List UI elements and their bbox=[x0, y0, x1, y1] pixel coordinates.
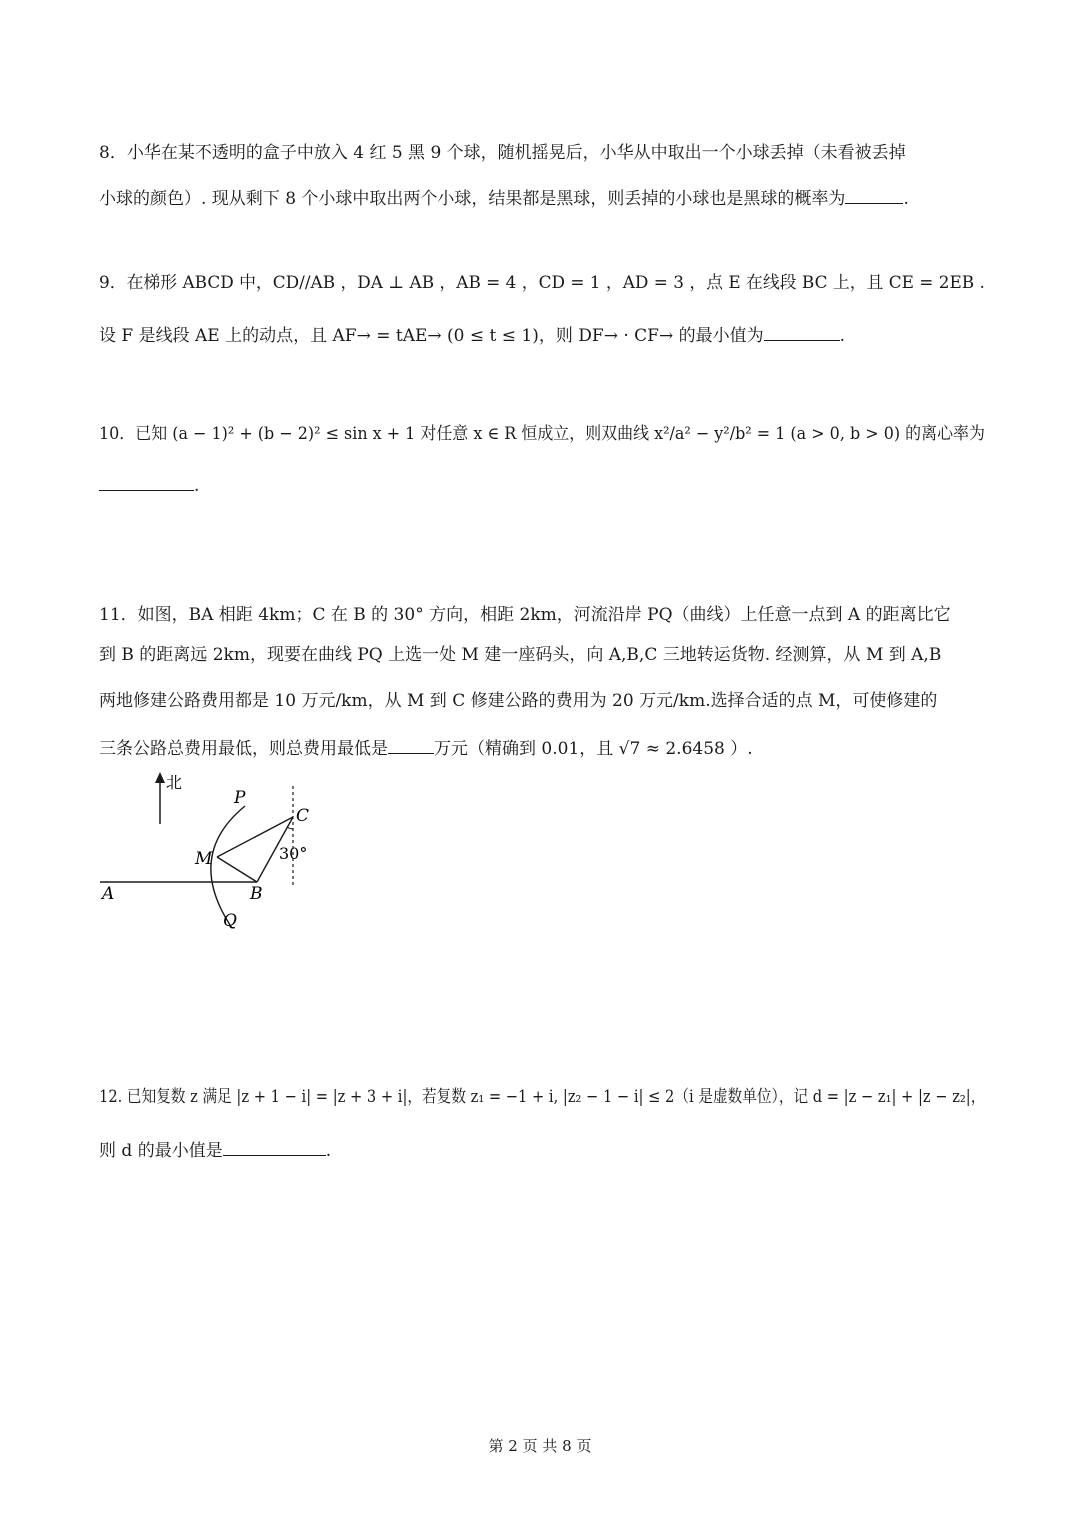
q11-line-4 bbox=[99, 735, 753, 761]
segment-mb bbox=[217, 857, 257, 882]
q12-line-2 bbox=[99, 1137, 331, 1163]
label-c: C bbox=[296, 806, 310, 826]
q8-line-2 bbox=[99, 185, 909, 211]
q11-diagram bbox=[92, 768, 332, 938]
angle-arc bbox=[287, 827, 293, 829]
q10-line-2 bbox=[99, 472, 199, 498]
label-angle: 30° bbox=[279, 844, 308, 863]
q8-end: . bbox=[903, 189, 909, 209]
q12-text: 则 d 的最小值是 bbox=[99, 1141, 223, 1161]
answer-blank-q8 bbox=[845, 185, 903, 204]
label-q: Q bbox=[223, 911, 237, 931]
q9-text: 设 F 是线段 AE 上的动点，且 AF→ = tAE→ (0 ≤ t ≤ 1)，则 DF→ · CF→ 的最小值为 bbox=[99, 326, 764, 346]
q10-line-1: 10．已知 (a − 1)² + (b − 2)² ≤ sin x + 1 对任意 x ∈ R 恒成立，则双曲线 x²/a² − y²/b² = 1 (a > 0, b > 0) 的离心率为 bbox=[99, 424, 985, 444]
curve-pq bbox=[211, 806, 245, 928]
q8-text: 小球的颜色）. 现从剩下 8 个小球中取出两个小球，结果都是黑球，则丢掉的小球也是黑球的概率为 bbox=[99, 189, 846, 209]
q11-line-1: 11．如图，BA 相距 4km；C 在 B 的 30° 方向，相距 2km，河流沿岸 PQ（曲线）上任意一点到 A 的距离比它 bbox=[99, 605, 951, 625]
q11-line-3: 两地修建公路费用都是 10 万元/km，从 M 到 C 修建公路的费用为 20 万元/km.选择合适的点 M，可使修建的 bbox=[99, 691, 938, 711]
q9-line-2 bbox=[99, 322, 845, 348]
q12-line-1: 12. 已知复数 z 满足 |z + 1 − i| = |z + 3 + i|，若复数 z₁ = −1 + i, |z₂ − 1 − i| ≤ 2（i 是虚数单位），记 d = |z − z₁| + |z − z₂|， bbox=[99, 1087, 986, 1107]
q9-end: . bbox=[839, 326, 846, 346]
answer-blank-q9 bbox=[764, 322, 840, 341]
answer-blank-q10 bbox=[99, 472, 194, 491]
north-label: 北 bbox=[166, 773, 183, 792]
label-p: P bbox=[234, 788, 246, 808]
q12-end: . bbox=[325, 1141, 332, 1161]
answer-blank-q12 bbox=[223, 1137, 326, 1156]
q9-line-1: 9．在梯形 ABCD 中，CD//AB ，DA ⊥ AB ，AB = 4 ，CD = 1 ，AD = 3 ，点 E 在线段 BC 上，且 CE = 2EB . bbox=[99, 273, 985, 293]
north-arrow-icon bbox=[155, 772, 165, 783]
page-number: 第 2 页 共 8 页 bbox=[488, 1437, 592, 1455]
q8-line-1: 8．小华在某不透明的盒子中放入 4 红 5 黑 9 个球，随机摇晃后，小华从中取出一个小球丢掉（未看被丢掉 bbox=[99, 143, 906, 163]
label-b: B bbox=[250, 884, 263, 904]
q11-line-2: 到 B 的距离远 2km，现要在曲线 PQ 上选一处 M 建一座码头，向 A,B,C 三地转运货物. 经测算，从 M 到 A,B bbox=[99, 645, 942, 665]
q10-end: . bbox=[194, 476, 200, 496]
q11-text-b: 万元（精确到 0.01，且 √7 ≈ 2.6458 ）. bbox=[434, 739, 753, 759]
answer-blank-q11 bbox=[388, 735, 434, 754]
q11-text-a: 三条公路总费用最低，则总费用最低是 bbox=[99, 739, 388, 759]
label-m: M bbox=[195, 849, 213, 869]
label-a: A bbox=[102, 884, 115, 904]
